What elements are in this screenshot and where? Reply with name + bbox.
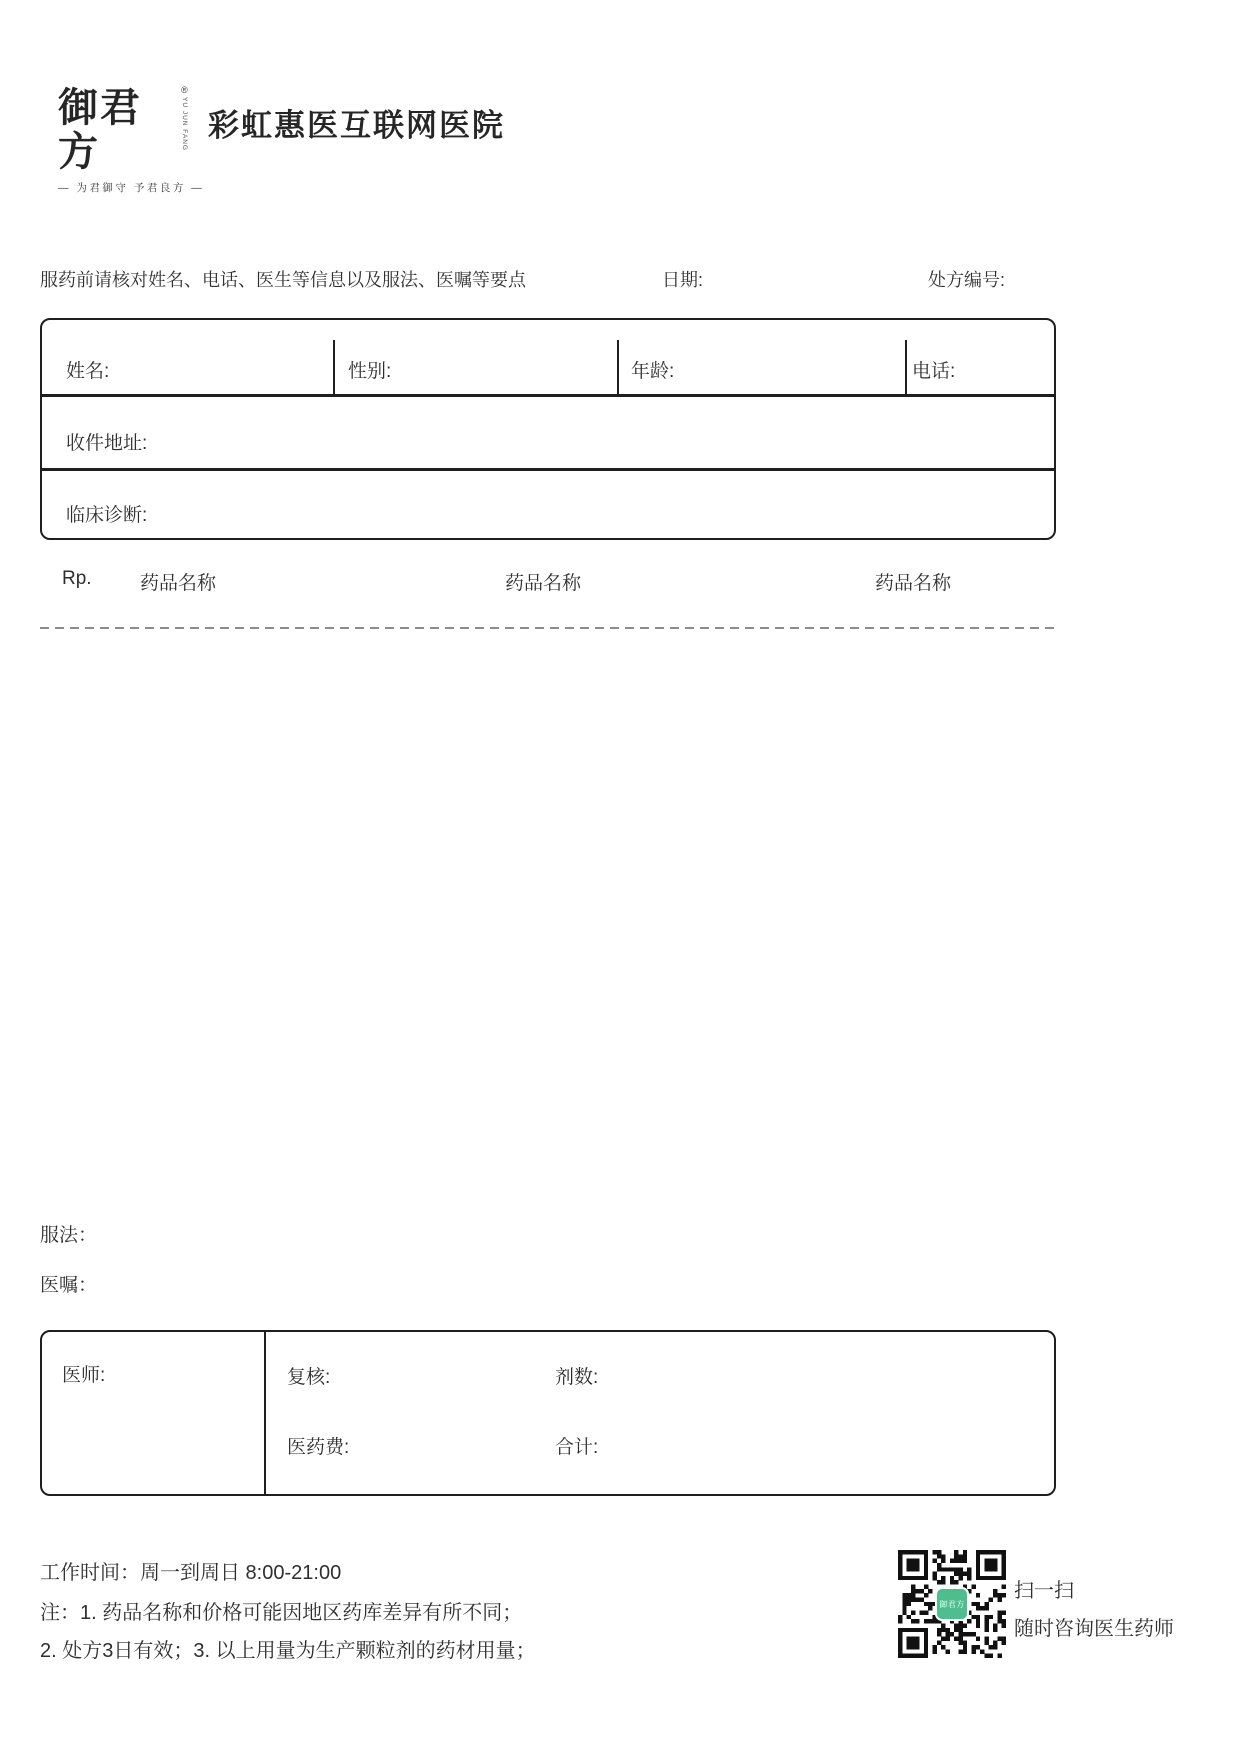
note-line-1: 注：1. 药品名称和价格可能因地区药库差异有所不同； (40, 1602, 523, 1624)
logo-text: 御君方 (58, 85, 142, 174)
age-label: 年龄: (631, 361, 675, 382)
drug-column-header-1: 药品名称 (140, 573, 217, 594)
scan-label: 扫一扫 (1014, 1580, 1074, 1602)
rx-number-label: 处方编号: (928, 270, 1006, 290)
summary-box (40, 1330, 1056, 1496)
yujunfang-logo (58, 85, 205, 195)
doctor-label: 医师: (62, 1365, 106, 1386)
divider-doctor-review (264, 1332, 266, 1494)
scan-hint: 随时咨询医生药师 (1014, 1618, 1174, 1640)
note-line-2: 2. 处方3日有效；3. 以上用量为生产颗粒剂的药材用量； (40, 1640, 536, 1662)
advice-label: 医嘱： (40, 1275, 98, 1296)
row-divider-1 (42, 394, 1054, 397)
medicine-fee-label: 医药费: (287, 1437, 350, 1458)
logo-main (58, 86, 188, 174)
date-label: 日期: (662, 270, 704, 290)
rp-label: Rp. (62, 568, 92, 589)
usage-label: 服法： (40, 1225, 98, 1246)
divider-age-phone (905, 340, 907, 396)
qr-code (898, 1550, 1006, 1658)
review-label: 复核: (287, 1367, 331, 1388)
gender-label: 性别: (348, 361, 392, 382)
name-label: 姓名: (66, 361, 110, 382)
logo-side (181, 86, 188, 151)
row-divider-2 (42, 468, 1054, 471)
qr-center-logo: 御君方 (935, 1587, 969, 1621)
patient-info-box (40, 318, 1056, 540)
logo-tagline: — 为君御守 予君良方 — (58, 182, 205, 194)
divider-gender-age (617, 340, 619, 396)
phone-label: 电话: (912, 361, 956, 382)
logo-vertical-text: YU JUN FANG (181, 97, 188, 151)
address-label: 收件地址: (66, 433, 148, 454)
dose-count-label: 剂数: (555, 1367, 599, 1388)
registered-mark-icon: ® (181, 85, 188, 95)
divider-name-gender (333, 340, 335, 396)
total-label: 合计: (555, 1437, 599, 1458)
diagnosis-label: 临床诊断: (66, 505, 148, 526)
drug-column-header-2: 药品名称 (505, 573, 582, 594)
working-hours: 工作时间：周一到周日 8:00-21:00 (40, 1562, 342, 1584)
drug-column-header-3: 药品名称 (875, 573, 952, 594)
hospital-title: 彩虹惠医互联网医院 (208, 108, 505, 143)
check-info-hint: 服药前请核对姓名、电话、医生等信息以及服法、医嘱等要点 (40, 270, 526, 290)
rp-dashed-divider (40, 627, 1058, 629)
